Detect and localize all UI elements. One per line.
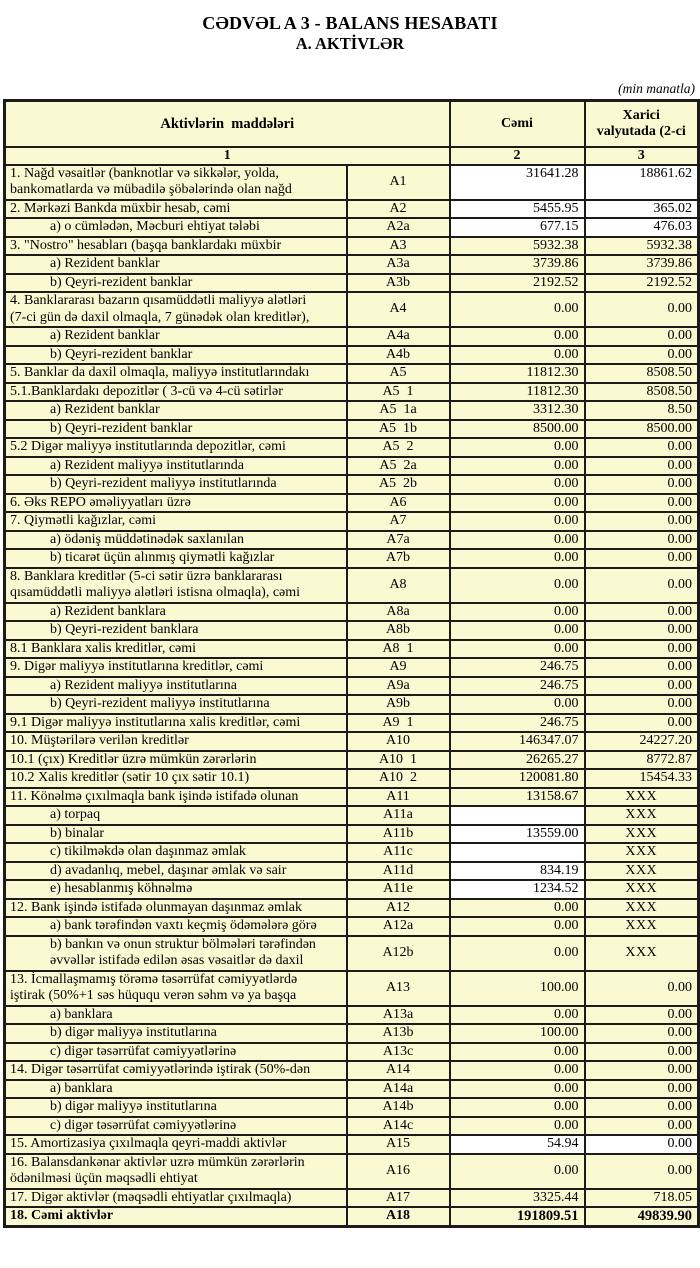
row-code-cell: A13 xyxy=(347,971,450,1006)
row-code-cell: A4 xyxy=(347,292,450,327)
total-value-cell: 31641.28 xyxy=(450,165,585,200)
total-value-cell: 13158.67 xyxy=(450,788,585,807)
foreign-currency-value-cell: 0.00 xyxy=(585,531,699,550)
row-code-cell: A9 1 xyxy=(347,714,450,733)
row-label-cell: b) Qeyri-rezident maliyyə institutlarında xyxy=(5,475,347,494)
table-row xyxy=(5,457,699,476)
row-code-cell: A12 xyxy=(347,899,450,918)
total-value-cell: 0.00 xyxy=(450,917,585,936)
table-row xyxy=(5,420,699,439)
row-code-cell: A11b xyxy=(347,825,450,844)
table-row xyxy=(5,899,699,918)
row-code-cell: A1 xyxy=(347,165,450,200)
col-header-foreign-currency xyxy=(585,101,699,147)
row-label-cell: b) Qeyri-rezident maliyyə institutlarına xyxy=(5,695,347,714)
row-code-cell: A14c xyxy=(347,1117,450,1136)
row-label-cell: c) digər təsərrüfat cəmiyyətlərinə xyxy=(5,1117,347,1136)
total-value-cell: 0.00 xyxy=(450,494,585,513)
total-value-cell: 0.00 xyxy=(450,936,585,971)
table-row xyxy=(5,1061,699,1080)
row-code-cell: A8b xyxy=(347,621,450,640)
row-code-cell: A12b xyxy=(347,936,450,971)
row-code-cell: A16 xyxy=(347,1154,450,1189)
foreign-currency-value-cell: XXX xyxy=(585,880,699,899)
table-row xyxy=(5,383,699,402)
table-row xyxy=(5,621,699,640)
total-value-cell: 26265.27 xyxy=(450,751,585,770)
table-row xyxy=(5,568,699,603)
row-label-cell: 11. Könəlmə çıxılmaqla bank işində istifadə olunan xyxy=(5,788,347,807)
foreign-currency-value-cell: 24227.20 xyxy=(585,732,699,751)
col-header-fx-line2: valyutada (2-ci xyxy=(596,123,686,139)
total-value-cell: 246.75 xyxy=(450,677,585,696)
row-label-cell: 6. Əks REPO əməliyyatları üzrə xyxy=(5,494,347,513)
row-code-cell: A2 xyxy=(347,200,450,219)
table-row xyxy=(5,862,699,881)
foreign-currency-value-cell: 5932.38 xyxy=(585,237,699,256)
foreign-currency-value-cell: 718.05 xyxy=(585,1189,699,1208)
total-value-cell: 0.00 xyxy=(450,1154,585,1189)
foreign-currency-value-cell: 18861.62 xyxy=(585,165,699,200)
table-row xyxy=(5,917,699,936)
row-code-cell: A8a xyxy=(347,603,450,622)
row-code-cell: A8 xyxy=(347,568,450,603)
row-label-cell: b) digər maliyyə institutlarına xyxy=(5,1098,347,1117)
table-row xyxy=(5,677,699,696)
foreign-currency-value-cell: 8508.50 xyxy=(585,383,699,402)
foreign-currency-value-cell: 0.00 xyxy=(585,549,699,568)
total-value-cell: 3325.44 xyxy=(450,1189,585,1208)
column-number-row xyxy=(5,147,699,165)
total-value-cell: 0.00 xyxy=(450,438,585,457)
table-row xyxy=(5,751,699,770)
row-code-cell: A9b xyxy=(347,695,450,714)
total-value-cell: 0.00 xyxy=(450,1117,585,1136)
foreign-currency-value-cell: 0.00 xyxy=(585,475,699,494)
row-code-cell: A5 2 xyxy=(347,438,450,457)
row-label-cell: a) bank tərəfindən vaxtı keçmiş ödəmələrə görə xyxy=(5,917,347,936)
total-value-cell: 0.00 xyxy=(450,640,585,659)
row-label-cell: 10. Müştərilərə verilən kreditlər xyxy=(5,732,347,751)
document-title: CƏDVƏL A 3 - BALANS HESABATI xyxy=(202,13,498,33)
foreign-currency-value-cell: 0.00 xyxy=(585,346,699,365)
row-code-cell: A4b xyxy=(347,346,450,365)
row-label-cell: 18. Cəmi aktivlər xyxy=(5,1207,347,1226)
total-value-cell: 0.00 xyxy=(450,1006,585,1025)
total-value-cell: 13559.00 xyxy=(450,825,585,844)
row-label-cell: a) Rezident banklar xyxy=(5,401,347,420)
row-label-cell: b) Qeyri-rezident banklar xyxy=(5,420,347,439)
total-value-cell xyxy=(450,806,585,825)
total-value-cell: 0.00 xyxy=(450,621,585,640)
table-row xyxy=(5,1098,699,1117)
row-code-cell: A14b xyxy=(347,1098,450,1117)
row-code-cell: A12a xyxy=(347,917,450,936)
row-code-cell: A11c xyxy=(347,843,450,862)
foreign-currency-value-cell: XXX xyxy=(585,862,699,881)
row-label-cell: 17. Digər aktivlər (məqsədli ehtiyatlar çıxılmaqla) xyxy=(5,1189,347,1208)
table-row xyxy=(5,438,699,457)
row-code-cell: A5 xyxy=(347,364,450,383)
total-value-cell: 834.19 xyxy=(450,862,585,881)
total-value-cell: 0.00 xyxy=(450,1080,585,1099)
table-row xyxy=(5,1154,699,1189)
foreign-currency-value-cell: XXX xyxy=(585,936,699,971)
table-row xyxy=(5,695,699,714)
row-label-cell: 7. Qiymətli kağızlar, cəmi xyxy=(5,512,347,531)
row-code-cell: A18 xyxy=(347,1207,450,1226)
foreign-currency-value-cell: 0.00 xyxy=(585,1080,699,1099)
row-code-cell: A11 xyxy=(347,788,450,807)
table-row xyxy=(5,658,699,677)
row-label-cell: b) Qeyri-rezident banklar xyxy=(5,346,347,365)
foreign-currency-value-cell: 0.00 xyxy=(585,457,699,476)
row-label-cell: 10.1 (çıx) Kreditlər üzrə mümkün zərərlərin xyxy=(5,751,347,770)
total-value-cell xyxy=(450,843,585,862)
row-label-cell: a) banklara xyxy=(5,1080,347,1099)
table-row xyxy=(5,531,699,550)
foreign-currency-value-cell: 0.00 xyxy=(585,714,699,733)
table-row xyxy=(5,788,699,807)
table-row xyxy=(5,218,699,237)
unit-note: (min manatla) xyxy=(618,81,695,96)
table-row xyxy=(5,292,699,327)
total-value-cell: 5455.95 xyxy=(450,200,585,219)
row-code-cell: A11a xyxy=(347,806,450,825)
total-value-cell: 191809.51 xyxy=(450,1207,585,1226)
total-value-cell: 677.15 xyxy=(450,218,585,237)
total-value-cell: 246.75 xyxy=(450,658,585,677)
table-row xyxy=(5,475,699,494)
row-label-cell: a) Rezident maliyyə institutlarına xyxy=(5,677,347,696)
col-number-total: 2 xyxy=(450,147,585,165)
total-value-cell: 100.00 xyxy=(450,1024,585,1043)
row-label-cell: a) banklara xyxy=(5,1006,347,1025)
total-value-cell: 3739.86 xyxy=(450,255,585,274)
table-row xyxy=(5,346,699,365)
table-row xyxy=(5,364,699,383)
row-label-cell: b) ticarət üçün alınmış qiymətli kağızlar xyxy=(5,549,347,568)
total-value-cell: 0.00 xyxy=(450,1061,585,1080)
row-label-cell: 9.1 Digər maliyyə institutlarına xalis kreditlər, cəmi xyxy=(5,714,347,733)
foreign-currency-value-cell: 0.00 xyxy=(585,494,699,513)
row-label-cell: e) hesablanmış köhnəlmə xyxy=(5,880,347,899)
table-row xyxy=(5,825,699,844)
foreign-currency-value-cell: 0.00 xyxy=(585,1024,699,1043)
foreign-currency-value-cell: 0.00 xyxy=(585,1117,699,1136)
total-value-cell: 0.00 xyxy=(450,1043,585,1062)
row-label-cell: a) Rezident maliyyə institutlarında xyxy=(5,457,347,476)
row-label-cell: 13. İcmallaşmamış törəmə təsərrüfat cəmiyyətlərdə iştirak (50%+1 səs hüququ verən səhm və ya başqa xyxy=(5,971,347,1006)
table-row xyxy=(5,732,699,751)
table-row xyxy=(5,401,699,420)
table-row xyxy=(5,549,699,568)
foreign-currency-value-cell: XXX xyxy=(585,806,699,825)
table-row xyxy=(5,843,699,862)
row-label-cell: 2. Mərkəzi Bankda müxbir hesab, cəmi xyxy=(5,200,347,219)
table-row xyxy=(5,237,699,256)
table-row xyxy=(5,200,699,219)
foreign-currency-value-cell: 476.03 xyxy=(585,218,699,237)
total-value-cell: 0.00 xyxy=(450,457,585,476)
foreign-currency-value-cell: 8500.00 xyxy=(585,420,699,439)
row-code-cell: A4a xyxy=(347,327,450,346)
table-row xyxy=(5,1006,699,1025)
row-label-cell: b) Qeyri-rezident banklara xyxy=(5,621,347,640)
table-row xyxy=(5,806,699,825)
foreign-currency-value-cell: 0.00 xyxy=(585,658,699,677)
table-row xyxy=(5,255,699,274)
total-value-cell: 146347.07 xyxy=(450,732,585,751)
total-value-cell: 100.00 xyxy=(450,971,585,1006)
row-code-cell: A3a xyxy=(347,255,450,274)
row-label-cell: 5.1.Banklardakı depozitlər ( 3-cü və 4-cü sətirlər xyxy=(5,383,347,402)
total-value-cell: 0.00 xyxy=(450,603,585,622)
total-value-cell: 0.00 xyxy=(450,549,585,568)
row-label-cell: b) bankın və onun struktur bölmələri tərəfindən əvvəllər istifadə edilən əsas vəsaitlər də daxil xyxy=(5,936,347,971)
table-row xyxy=(5,1080,699,1099)
document-page xyxy=(0,13,700,1268)
foreign-currency-value-cell: 0.00 xyxy=(585,677,699,696)
row-label-cell: 15. Amortizasiya çıxılmaqla qeyri-maddi aktivlər xyxy=(5,1135,347,1154)
table-row xyxy=(5,512,699,531)
table-row xyxy=(5,640,699,659)
total-value-cell: 11812.30 xyxy=(450,383,585,402)
document-subtitle: A. AKTİVLƏR xyxy=(295,34,405,53)
row-label-cell: b) digər maliyyə institutlarına xyxy=(5,1024,347,1043)
foreign-currency-value-cell: 3739.86 xyxy=(585,255,699,274)
total-value-cell: 5932.38 xyxy=(450,237,585,256)
foreign-currency-value-cell: 0.00 xyxy=(585,1135,699,1154)
row-label-cell: d) avadanlıq, mebel, daşınar əmlak və sair xyxy=(5,862,347,881)
total-value-cell: 120081.80 xyxy=(450,769,585,788)
row-label-cell: 4. Banklararası bazarın qısamüddətli maliyyə alətləri (7-ci gün də daxil olmaqla, 7 günədək olan kreditlər), xyxy=(5,292,347,327)
row-code-cell: A10 xyxy=(347,732,450,751)
total-value-cell: 11812.30 xyxy=(450,364,585,383)
total-value-cell: 0.00 xyxy=(450,475,585,494)
foreign-currency-value-cell: 0.00 xyxy=(585,971,699,1006)
row-code-cell: A5 2b xyxy=(347,475,450,494)
row-label-cell: a) o cümlədən, Məcburi ehtiyat tələbi xyxy=(5,218,347,237)
total-value-cell: 0.00 xyxy=(450,531,585,550)
table-row xyxy=(5,1189,699,1208)
foreign-currency-value-cell: 49839.90 xyxy=(585,1207,699,1226)
row-label-cell: 14. Digər təsərrüfat cəmiyyətlərində iştirak (50%-dən xyxy=(5,1061,347,1080)
total-value-cell: 0.00 xyxy=(450,899,585,918)
row-label-cell: 8. Banklara kreditlər (5-ci sətir üzrə banklararası qısamüddətli maliyyə alətləri istisna olmaqla), cəmi xyxy=(5,568,347,603)
row-label-cell: a) Rezident banklara xyxy=(5,603,347,622)
row-code-cell: A11d xyxy=(347,862,450,881)
total-value-cell: 2192.52 xyxy=(450,274,585,293)
foreign-currency-value-cell: 0.00 xyxy=(585,1098,699,1117)
total-value-cell: 3312.30 xyxy=(450,401,585,420)
foreign-currency-value-cell: 15454.33 xyxy=(585,769,699,788)
table-row xyxy=(5,1024,699,1043)
foreign-currency-value-cell: 0.00 xyxy=(585,695,699,714)
row-label-cell: 5.2 Digər maliyyə institutlarında depozitlər, cəmi xyxy=(5,438,347,457)
row-label-cell: 3. "Nostro" hesabları (başqa banklardakı müxbir xyxy=(5,237,347,256)
row-code-cell: A10 2 xyxy=(347,769,450,788)
row-label-cell: a) torpaq xyxy=(5,806,347,825)
total-value-cell: 8500.00 xyxy=(450,420,585,439)
total-value-cell: 1234.52 xyxy=(450,880,585,899)
row-label-cell: 8.1 Banklara xalis kreditlər, cəmi xyxy=(5,640,347,659)
row-code-cell: A9 xyxy=(347,658,450,677)
row-label-cell: a) Rezident banklar xyxy=(5,255,347,274)
foreign-currency-value-cell: 0.00 xyxy=(585,568,699,603)
table-row xyxy=(5,327,699,346)
row-code-cell: A7 xyxy=(347,512,450,531)
table-row xyxy=(5,971,699,1006)
row-code-cell: A11e xyxy=(347,880,450,899)
row-code-cell: A5 1 xyxy=(347,383,450,402)
row-code-cell: A14 xyxy=(347,1061,450,1080)
foreign-currency-value-cell: 0.00 xyxy=(585,512,699,531)
row-label-cell: a) Rezident banklar xyxy=(5,327,347,346)
row-label-cell: a) ödəniş müddətinədək saxlanılan xyxy=(5,531,347,550)
foreign-currency-value-cell: 0.00 xyxy=(585,327,699,346)
table-row xyxy=(5,274,699,293)
row-label-cell: 9. Digər maliyyə institutlarına kreditlər, cəmi xyxy=(5,658,347,677)
foreign-currency-value-cell: XXX xyxy=(585,788,699,807)
total-value-cell: 246.75 xyxy=(450,714,585,733)
table-row xyxy=(5,1135,699,1154)
foreign-currency-value-cell: XXX xyxy=(585,843,699,862)
total-value-cell: 0.00 xyxy=(450,512,585,531)
row-label-cell: 1. Nağd vəsaitlər (banknotlar və sikkələr, yolda, bankomatlarda və mübadilə şöbələrində olan nağd xyxy=(5,165,347,200)
foreign-currency-value-cell: 0.00 xyxy=(585,438,699,457)
foreign-currency-value-cell: 8772.87 xyxy=(585,751,699,770)
table-row xyxy=(5,714,699,733)
row-code-cell: A13b xyxy=(347,1024,450,1043)
row-label-cell: 10.2 Xalis kreditlər (sətir 10 çıx sətir 10.1) xyxy=(5,769,347,788)
table-row xyxy=(5,494,699,513)
row-code-cell: A5 2a xyxy=(347,457,450,476)
foreign-currency-value-cell: XXX xyxy=(585,917,699,936)
col-number-items: 1 xyxy=(5,147,450,165)
table-row xyxy=(5,1207,699,1226)
table-row xyxy=(5,880,699,899)
row-code-cell: A13c xyxy=(347,1043,450,1062)
row-code-cell: A14a xyxy=(347,1080,450,1099)
col-header-items: Aktivlərin maddələri xyxy=(5,101,450,147)
total-value-cell: 0.00 xyxy=(450,568,585,603)
row-code-cell: A8 1 xyxy=(347,640,450,659)
col-header-fx-line1: Xarici xyxy=(622,107,660,123)
total-value-cell: 0.00 xyxy=(450,1098,585,1117)
row-code-cell: A5 1a xyxy=(347,401,450,420)
total-value-cell: 0.00 xyxy=(450,695,585,714)
col-header-total: Cəmi xyxy=(450,101,585,147)
row-code-cell: A5 1b xyxy=(347,420,450,439)
total-value-cell: 54.94 xyxy=(450,1135,585,1154)
foreign-currency-value-cell: 2192.52 xyxy=(585,274,699,293)
row-code-cell: A7b xyxy=(347,549,450,568)
foreign-currency-value-cell: 8508.50 xyxy=(585,364,699,383)
header-row xyxy=(5,101,699,147)
row-label-cell: 16. Balansdankənar aktivlər uzrə mümkün zərərlərin ödənilməsi üçün məqsədli ehtiyat xyxy=(5,1154,347,1189)
foreign-currency-value-cell: 0.00 xyxy=(585,1154,699,1189)
foreign-currency-value-cell: 0.00 xyxy=(585,1061,699,1080)
row-code-cell: A3 xyxy=(347,237,450,256)
foreign-currency-value-cell: 0.00 xyxy=(585,603,699,622)
row-label-cell: 12. Bank işində istifadə olunmayan daşınmaz əmlak xyxy=(5,899,347,918)
table-row xyxy=(5,1117,699,1136)
row-code-cell: A10 1 xyxy=(347,751,450,770)
foreign-currency-value-cell: 365.02 xyxy=(585,200,699,219)
balance-sheet-table xyxy=(3,99,700,1228)
foreign-currency-value-cell: 0.00 xyxy=(585,621,699,640)
foreign-currency-value-cell: 0.00 xyxy=(585,640,699,659)
row-code-cell: A17 xyxy=(347,1189,450,1208)
foreign-currency-value-cell: XXX xyxy=(585,825,699,844)
row-code-cell: A13a xyxy=(347,1006,450,1025)
table-row xyxy=(5,603,699,622)
row-label-cell: b) Qeyri-rezident banklar xyxy=(5,274,347,293)
foreign-currency-value-cell: 8.50 xyxy=(585,401,699,420)
row-code-cell: A2a xyxy=(347,218,450,237)
table-row xyxy=(5,1043,699,1062)
table-row xyxy=(5,769,699,788)
row-code-cell: A6 xyxy=(347,494,450,513)
foreign-currency-value-cell: XXX xyxy=(585,899,699,918)
foreign-currency-value-cell: 0.00 xyxy=(585,292,699,327)
table-row xyxy=(5,165,699,200)
row-code-cell: A15 xyxy=(347,1135,450,1154)
row-label-cell: 5. Banklar da daxil olmaqla, maliyyə institutlarındakı xyxy=(5,364,347,383)
foreign-currency-value-cell: 0.00 xyxy=(585,1006,699,1025)
row-code-cell: A3b xyxy=(347,274,450,293)
row-label-cell: c) tikilməkdə olan daşınmaz əmlak xyxy=(5,843,347,862)
row-code-cell: A7a xyxy=(347,531,450,550)
total-value-cell: 0.00 xyxy=(450,346,585,365)
table-row xyxy=(5,936,699,971)
col-number-fx: 3 xyxy=(585,147,699,165)
total-value-cell: 0.00 xyxy=(450,292,585,327)
foreign-currency-value-cell: 0.00 xyxy=(585,1043,699,1062)
row-code-cell: A9a xyxy=(347,677,450,696)
total-value-cell: 0.00 xyxy=(450,327,585,346)
row-label-cell: b) binalar xyxy=(5,825,347,844)
row-label-cell: c) digər təsərrüfat cəmiyyətlərinə xyxy=(5,1043,347,1062)
